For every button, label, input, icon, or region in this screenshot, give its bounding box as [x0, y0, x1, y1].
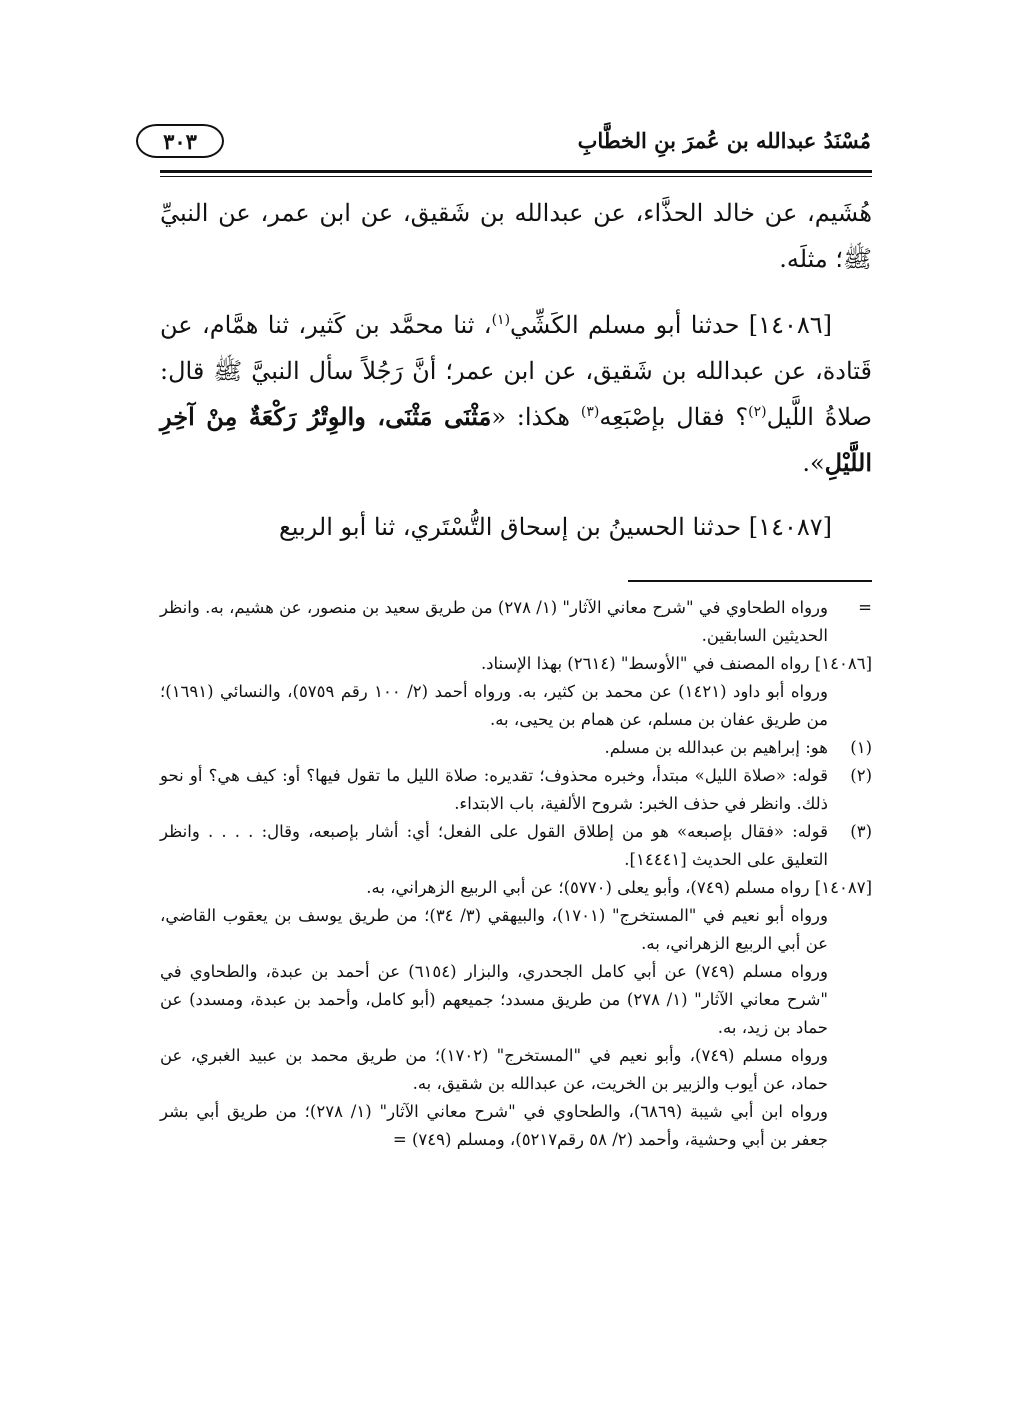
footnote-text: ورواه أبو نعيم في "المستخرج" (١٧٠١)، والبيهقي (٣/ ٣٤)؛ من طريق يوسف بن يعقوب القاضي، عن أبي الربيع الزهراني، به. [160, 906, 828, 953]
footnote-1 [160, 734, 872, 762]
text-segment: ». [802, 449, 825, 477]
text-segment: ، ثنا محمَّد بن كَثير، ثنا همَّام، عن قَتادة، عن عبدالله بن شَقيق، عن ابن عمر؛ أنَّ رَجُلاً سأل النبيَّ ﷺ قال: صلاةُ اللَّيل [160, 311, 873, 431]
footnote-text: ورواه أبو داود (١٤٢١) عن محمد بن كثير، به. ورواه أحمد (٢/ ١٠٠ رقم ٥٧٥٩)، والنسائي (١٦٩١)؛ من طريق عفان بن مسلم، عن همام بن يحيى، به. [160, 682, 828, 729]
footnote-2 [160, 762, 872, 818]
footnote-text: ورواه الطحاوي في "شرح معاني الآثار" (١/ ٢٧٨) من طريق سعيد بن منصور، عن هشيم، به. وانظر الحديثين السابقين. [160, 598, 828, 645]
header-rule-thick [160, 170, 872, 173]
hadith-number: [١٤٠٨٦] [748, 311, 832, 339]
header-rule-thin [160, 176, 872, 177]
footnote-text: قوله: «صلاة الليل» مبتدأ، وخبره محذوف؛ تقديره: صلاة الليل ما تقول فيها؟ أو: كيف هي؟ أو نحو ذلك. وانظر في حذف الخبر: شروح الألفية، باب الابتداء. [160, 766, 828, 813]
footnote-hadith-14086: [١٤٠٨٦] رواه المصنف في "الأوسط" (٢٦١٤) بهذا الإسناد. [480, 654, 872, 673]
footnote-3 [160, 818, 872, 874]
footnote-text: هو: إبراهيم بن عبدالله بن مسلم. [604, 738, 828, 757]
paragraph-continuation: هُشَيم، عن خالد الحذَّاء، عن عبدالله بن شَقيق، عن ابن عمر، عن النبيِّ ﷺ؛ مثلَه. [160, 199, 872, 273]
page-number: ٣٠٣ [136, 124, 224, 158]
footnote-text: ورواه مسلم (٧٤٩)، وأبو نعيم في "المستخرج" (١٧٠٢)؛ من طريق محمد بن عبيد الغبري، عن حماد، عن أيوب والزبير بن الخريت، عن عبدالله بن شقيق، به. [160, 1046, 828, 1093]
footnote-text: ورواه مسلم (٧٤٩) عن أبي كامل الجحدري، والبزار (٦١٥٤) عن أحمد بن عبدة، والطحاوي في "شرح معاني الآثار" (١/ ٢٧٨) من طريق مسدد؛ جميعهم (أبو كامل، وأحمد بن عبدة، ومسدد) عن حماد بن زيد، به. [160, 962, 828, 1037]
footnote-ref: (٢) [748, 404, 767, 420]
footnote-mark: (٢) [850, 766, 872, 785]
footnote-hadith-14087: [١٤٠٨٧] رواه مسلم (٧٤٩)، وأبو يعلى (٥٧٧٠)؛ عن أبي الربيع الزهراني، به. [366, 878, 872, 897]
footnote-text: ورواه ابن أبي شيبة (٦٨٦٩)، والطحاوي في "شرح معاني الآثار" (١/ ٢٧٨)؛ من طريق أبي بشر جعفر بن أبي وحشية، وأحمد (٢/ ٥٨ رقم٥٢١٧)، ومسلم (٧٤٩) = [160, 1102, 828, 1149]
text-segment: حدثنا أبو مسلم الكَشِّي [510, 311, 740, 339]
footnote-continued [160, 594, 872, 650]
footnote-ref: (١) [491, 312, 511, 328]
footnote-ref: (٣) [580, 404, 600, 420]
footnote-text: قوله: «فقال بإصبعه» هو من إطلاق القول على الفعل؛ أي: أشار بإصبعه، وقال: . . . . وانظر التعليق على الحديث [١٤٤٤١]. [160, 822, 828, 869]
footnote-mark: (٣) [850, 822, 872, 841]
footnote-mark: (١) [850, 738, 872, 757]
hadith-14086 [160, 302, 872, 486]
hadith-number: [١٤٠٨٧] [748, 513, 832, 541]
continuation-mark: = [858, 598, 872, 617]
hadith-text: مَثْنَى مَثْنَى، والوِتْرُ رَكْعَةٌ مِنْ آخِرِ اللَّيْلِ [160, 402, 872, 477]
running-title: مُسْنَدُ عبدالله بن عُمرَ بنِ الخطَّابِ [577, 128, 871, 153]
hadith-14087 [160, 504, 872, 550]
main-text [160, 190, 872, 550]
text-segment: ؟ فقال بإصْبَعِه [599, 403, 749, 431]
text-segment: هكذا: « [491, 403, 581, 431]
footnotes [160, 594, 872, 1154]
footnote-separator [628, 580, 872, 582]
text-segment: حدثنا الحسينُ بن إسحاق التُّسْتَري، ثنا أبو الربيع [278, 513, 742, 541]
